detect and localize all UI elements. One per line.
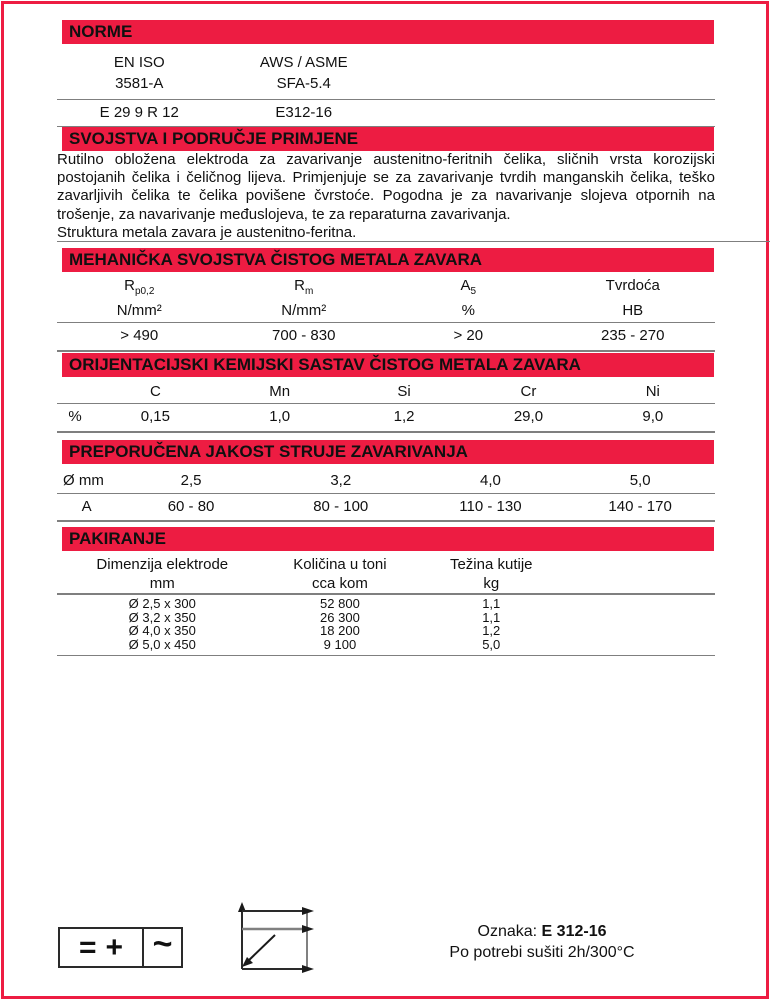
chem-element: Cr [520,383,537,400]
mech-symbol [57,276,222,301]
dc-plus-icon: + [105,930,124,964]
norms-header-line2: SFA-5.4 [276,75,331,92]
designation-label: Oznaka: [477,923,542,940]
diameter-value: 5,0 [629,472,651,489]
ac-current-cell [144,924,181,966]
mechanical-symbol-row [57,276,715,301]
section-header-kemijski [62,353,714,377]
symbol-sub: p0,2 [134,286,155,297]
pak-spacer [570,638,715,652]
chemical-table [57,382,715,433]
amperage-value: 110 - 130 [459,498,522,515]
ac-tilde-icon: ~ [152,924,173,963]
divider [57,350,715,352]
drying-note: Po potrebi sušiti 2h/300°C [449,944,635,961]
section-header-pakiranje [62,527,714,551]
table-row [57,638,715,652]
chem-element: C [149,383,161,400]
chem-value: 9,0 [642,408,664,425]
norms-value-row [57,100,715,126]
amperage-value: 60 - 80 [167,498,215,515]
table-row [57,597,715,611]
mech-unit: N/mm² [281,302,327,319]
mech-unit: HB [622,302,644,319]
norms-value-eniso: E 29 9 R 12 [99,104,179,121]
mech-value: > 20 [453,327,484,344]
pak-header: Količina u toni [293,556,387,573]
norms-header-aws [222,52,387,94]
chem-element: Ni [645,383,660,400]
pak-spacer [570,624,715,638]
table-row [57,611,715,625]
description-text [57,151,715,242]
norms-table [57,52,715,127]
norms-value-spacer [386,100,715,126]
pak-spacer [570,597,715,611]
amperage-value: 80 - 100 [313,498,369,515]
norms-header-line1: AWS / ASME [259,54,348,71]
section-title: MEHANIČKA SVOJSTVA ČISTOG METALA ZAVARA [69,250,483,269]
amperage-row-label: A [81,498,92,515]
chem-value: 0,15 [140,408,170,425]
dc-current-cell [60,929,144,966]
pak-spacer [570,611,715,625]
mechanical-unit-row [57,301,715,320]
divider [57,431,715,433]
section-title: PAKIRANJE [69,529,166,548]
pak-quantity: 52 800 [320,596,360,611]
welding-positions-icon [228,899,318,977]
pak-dimension: Ø 3,2 x 350 [128,609,196,625]
amperage-row [57,494,715,520]
norms-header-line2: 3581-A [115,75,164,92]
chemical-value-row [57,404,715,430]
pak-header-unit: cca kom [311,575,368,592]
pak-weight: 5,0 [482,636,501,652]
chem-label-spacer [57,382,93,402]
dc-equals-icon: = [78,930,97,964]
pak-quantity: 26 300 [320,609,360,625]
diameter-row-label: Ø mm [63,472,104,489]
chem-value: 29,0 [513,408,544,425]
divider [57,593,715,595]
chem-value: 1,2 [393,408,415,425]
packaging-table [57,555,715,656]
diameter-value: 4,0 [480,472,501,489]
mech-symbol [386,276,551,301]
packaging-header-line2 [57,574,715,593]
section-header-svojstva [62,127,714,151]
pak-header: Težina kutije [449,556,533,573]
pak-weight: 1,1 [482,609,501,625]
pak-weight: 1,1 [482,596,501,611]
section-title: ORIJENTACIJSKI KEMIJSKI SASTAV ČISTOG METALA ZAVARA [69,355,581,374]
diameter-value: 3,2 [330,472,352,489]
divider [57,241,770,242]
mech-value: 700 - 830 [272,327,336,344]
packaging-header-line1 [57,555,715,574]
designation-line [386,921,698,942]
table-row [57,624,715,638]
pak-quantity: 18 200 [320,623,360,639]
symbol-sub: 5 [470,286,477,297]
divider [57,520,715,522]
designation-value: E 312-16 [541,923,607,940]
pak-dimension: Ø 5,0 x 450 [128,636,196,652]
section-header-struja [62,440,714,464]
mech-value: 235 - 270 [601,327,665,344]
norms-header-row [57,52,715,94]
divider [57,655,715,656]
section-title: NORME [69,22,133,41]
section-title: SVOJSTVA I PODRUČJE PRIMJENE [69,129,359,148]
pak-dimension: Ø 2,5 x 300 [128,596,196,611]
pak-header: Dimenzija elektrode [96,556,229,573]
mech-unit: % [461,302,475,319]
amperage-value: 140 - 170 [608,498,672,515]
symbol-text: R [294,277,305,294]
norms-header-eniso [57,52,222,94]
symbol-text: R [124,277,135,294]
symbol-text: A [460,277,471,294]
norms-header-line1: EN ISO [113,54,165,71]
symbol-text: Tvrdoća [605,277,660,294]
mech-symbol [222,276,387,301]
mech-symbol [551,276,716,301]
mech-unit: N/mm² [116,302,162,319]
chem-element: Si [397,383,411,400]
mechanical-value-row [57,323,715,348]
norms-value-aws: E312-16 [275,104,333,121]
pak-quantity: 9 100 [323,636,357,652]
mechanical-table [57,276,715,352]
pak-dimension: Ø 4,0 x 350 [128,623,196,639]
description-paragraph-1: Rutilno obložena elektroda za zavarivanje austenitno-feritnih čelika, sličnih vrsta korozijski postojanih čelika i čeličnog lijeva. Primjenjuje se za zavarivanje tvrdih manganskih čelika, teško zavarljivih čelika te čelika povišene čvrstoće. Pogodna je za navarivanje slojeva otpornih na trošenje, za navarivanje međuslojeva, te za reparaturna zavarivanja. [57,151,715,223]
description-paragraph-2: Struktura metala zavara je austenitno-feritna. [57,223,357,241]
diameter-value: 2,5 [180,472,202,489]
diameter-row [57,469,715,493]
designation-block [386,921,698,963]
chemical-element-row [57,382,715,402]
pak-weight: 1,2 [482,623,501,639]
mech-value: > 490 [120,327,159,344]
section-header-norme [62,20,714,44]
pak-header-unit: kg [483,575,500,592]
pak-header-spacer [570,555,715,574]
current-type-box [58,924,183,968]
chem-row-label: % [68,408,82,425]
section-header-mehanicka [62,248,714,272]
current-table [57,469,715,522]
pak-header-spacer [570,574,715,593]
chem-element: Mn [269,383,291,400]
symbol-sub: m [305,286,314,297]
pak-header-unit: mm [149,575,175,592]
section-title: PREPORUČENA JAKOST STRUJE ZAVARIVANJA [69,442,468,461]
chem-value: 1,0 [269,408,291,425]
norms-header-spacer [386,52,715,94]
